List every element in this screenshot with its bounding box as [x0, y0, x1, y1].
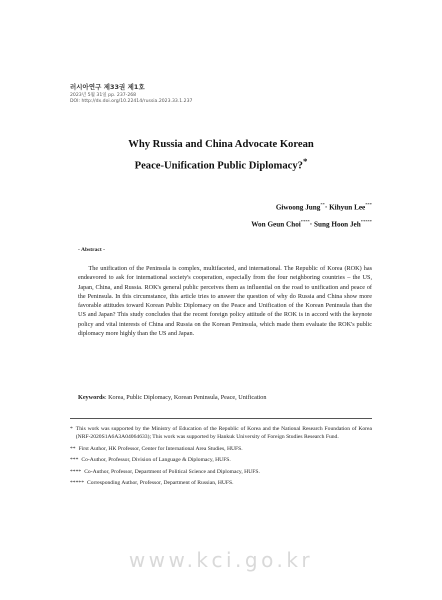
footnote-text: Corresponding Author, Professor, Department of Russian, HUFS.	[86, 480, 234, 487]
author-name: Kihyun Lee	[329, 203, 366, 212]
footnote-mark: ***	[70, 457, 79, 464]
title-line-2	[70, 153, 372, 175]
author-name: Giwoong Jung	[275, 203, 321, 212]
doi-link[interactable]: DOI: http://dx.doi.org/10.22414/russia.2023.33.1.237	[70, 99, 193, 104]
footnote-mark: ****	[70, 468, 82, 475]
paper-title	[70, 136, 372, 175]
title-line-1: Why Russia and China Advocate Korean	[128, 139, 314, 150]
author-marker: ***	[365, 202, 372, 207]
title-line-2-text: Peace-Unification Public Diplomacy?	[134, 160, 303, 172]
footnote-text: First Author, HK Professor, Center for International Area Studies, HUFS.	[78, 445, 243, 452]
footnote-divider	[70, 418, 372, 419]
footnote	[70, 479, 372, 487]
keywords-list: : Korea, Public Diplomacy, Korean Peninsula, Peace, Unification	[104, 394, 267, 401]
author-marker: **	[320, 202, 325, 207]
author-separator: ·	[309, 220, 314, 229]
footnote-mark: *****	[70, 480, 84, 487]
footnote-text: Co-Author, Professor, Division of Language & Diplomacy, HUFS.	[81, 457, 231, 464]
footnotes	[70, 425, 372, 490]
author-line-2	[251, 215, 372, 232]
author-name: Sung Hoon Jeh	[314, 220, 361, 229]
footnote	[70, 445, 372, 453]
abstract-heading: - Abstract -	[78, 247, 106, 253]
footnote-text: Co-Author, Professor, Department of Political Science and Diplomacy, HUFS.	[84, 468, 260, 475]
keywords	[78, 393, 372, 402]
keywords-label: Keywords	[78, 394, 105, 401]
footnote	[70, 425, 372, 442]
footnote	[70, 456, 372, 464]
journal-name: 러시아연구 제33권 제1호	[70, 83, 145, 91]
author-marker: *****	[360, 218, 372, 224]
title-footnote-marker: *	[302, 156, 308, 166]
kci-watermark: www.kci.go.kr	[128, 548, 314, 572]
journal-header	[70, 82, 192, 104]
footnote-text: This work was supported by the Ministry of Education of the Republic of Korea and the National Research Foundation of Korea (NRF-2020S1A6A3A04064633); This work was supported by Hankuk University of Foreign Studies Research Fund.	[75, 426, 372, 441]
footnote	[70, 468, 372, 476]
footnote-mark: *	[70, 426, 73, 432]
abstract-text-content: The unification of the Peninsula is complex, multifaceted, and international. The Republic of Korea (ROK) has endeavored to ask for international society's cooperation, especially from the four neighboring countries – the US, Japan, China, and Russia. ROK's general public perceives them as influential on the road to unification and peace of the Peninsula. In this circumstance, this article tries to answer the question of why do Russia and China show more favorable attitudes toward Korean Public Diplomacy on the Peace and Unification of the Korean Peninsula than the US and Japan? This study concludes that the recent foreign policy attitude of the ROK is in accord with the keynote policy and vital interests of China and Russia on the Korean Peninsula, which made them evaluate the ROK's public diplomacy more highly than the US and Japan.	[78, 265, 372, 338]
publication-info: 2023년 5월 31일 pp. 237-268	[70, 93, 137, 98]
abstract-text	[78, 264, 372, 338]
footnote-mark: **	[70, 445, 76, 452]
author-list	[251, 198, 372, 232]
author-marker: ****	[300, 218, 310, 224]
author-separator: ·	[324, 203, 330, 212]
author-line-1	[251, 198, 372, 215]
author-name: Won Geun Choi	[251, 220, 301, 229]
